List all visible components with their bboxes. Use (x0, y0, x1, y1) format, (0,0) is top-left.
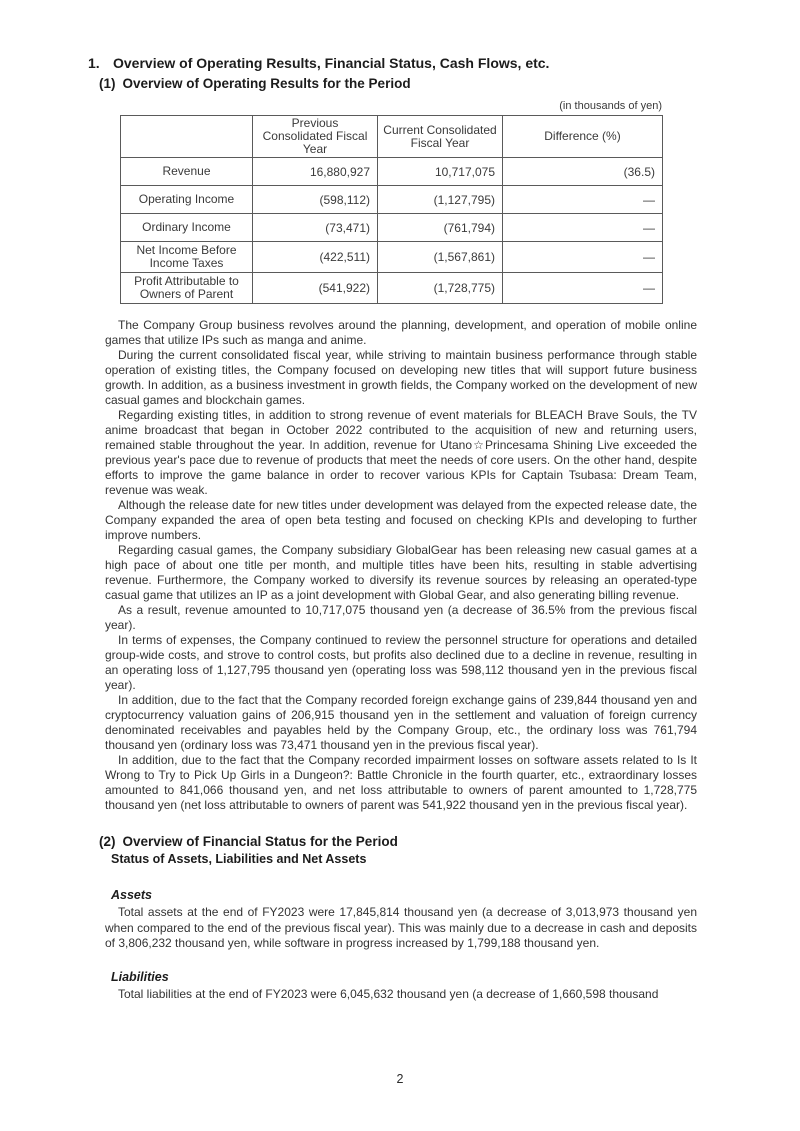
table-row (121, 186, 663, 214)
table-row (121, 242, 663, 273)
current-fy-value: (1,127,795) (378, 186, 503, 214)
page-number: 2 (396, 1072, 404, 1086)
body-paragraph: Regarding casual games, the Company subsidiary GlobalGear has been releasing new casual games at a high pace of about one title per month, and multiple titles have been hits, resulting in stable advertising revenue. Furthermore, the Company worked to diversify its revenue sources by releasing an operated-type casual game that utilizes an IP as a joint development with Global Gear, and also generating billing revenue. (105, 543, 697, 602)
row-label: Net Income Before Income Taxes (121, 242, 253, 273)
row-label: Ordinary Income (121, 214, 253, 242)
subsection-1-heading (99, 76, 800, 91)
difference-value: — (503, 273, 663, 304)
operating-results-body (105, 318, 697, 813)
section-1-heading (88, 55, 800, 71)
operating-results-table (120, 115, 663, 304)
column-header-previous-fy: Previous Consolidated Fiscal Year (253, 116, 378, 158)
body-paragraph: In addition, due to the fact that the Company recorded impairment losses on software assets related to Is It Wrong to Try to Pick Up Girls in a Dungeon?: Battle Chronicle in the fourth quarter, etc., extraordinary losses amounted to 841,066 thousand yen, and net loss attributable to owners of parent amounted to 1,728,775 thousand yen (net loss attributable to owners of parent was 541,922 thousand yen in the previous fiscal year). (105, 753, 697, 812)
body-paragraph: As a result, revenue amounted to 10,717,075 thousand yen (a decrease of 36.5% from the previous fiscal year). (105, 603, 697, 632)
previous-fy-value: (541,922) (253, 273, 378, 304)
body-paragraph: Although the release date for new titles under development was delayed from the expected release date, the Company expanded the area of open beta testing and focused on checking KPIs and developing to further improve numbers. (105, 498, 697, 542)
assets-paragraph: Total assets at the end of FY2023 were 17,845,814 thousand yen (a decrease of 3,013,973 thousand yen when compared to the end of the previous fiscal year). This was mainly due to a decrease in cash and deposits of 3,806,232 thousand yen, while software in progress increased by 1,799,188 thousand yen. (105, 905, 697, 950)
current-fy-value: 10,717,075 (378, 158, 503, 186)
column-header-blank (121, 116, 253, 158)
units-note: (in thousands of yen) (559, 100, 662, 112)
body-paragraph: The Company Group business revolves around the planning, development, and operation of mobile online games that utilize IPs such as manga and anime. (105, 318, 697, 347)
body-paragraph: In terms of expenses, the Company continued to review the personnel structure for operations and detailed group-wide costs, and strove to control costs, but profits also declined due to a decline in revenue, resulting in an operating loss of 1,127,795 thousand yen (operating loss was 598,112 thousand yen in the previous fiscal year). (105, 633, 697, 692)
current-fy-value: (1,567,861) (378, 242, 503, 273)
body-paragraph: During the current consolidated fiscal year, while striving to maintain business performance through stable operation of existing titles, the Company focused on developing new titles that will support future business growth. In addition, as a business investment in growth fields, the Company worked on the development of new casual games and blockchain games. (105, 348, 697, 407)
liabilities-paragraph: Total liabilities at the end of FY2023 were 6,045,632 thousand yen (a decrease of 1,660,598 thousand (118, 986, 659, 1001)
column-header-current-fy: Current Consolidated Fiscal Year (378, 116, 503, 158)
subsection-1-title: Overview of Operating Results for the Period (122, 76, 411, 91)
body-paragraph: Regarding existing titles, in addition to strong revenue of event materials for BLEACH Brave Souls, the TV anime broadcast that began in October 2022 contributed to the acquisition of new and returning users, remained stable throughout the year. In addition, revenue for Utano☆Princesama Shining Live exceeded the previous year's pace due to revenue of products that meet the needs of core users. On the other hand, despite efforts to improve the game balance in order to recover various KPIs for Captain Tsubasa: Dream Team, revenue was weak. (105, 408, 697, 497)
row-label: Revenue (121, 158, 253, 186)
current-fy-value: (761,794) (378, 214, 503, 242)
column-header-difference: Difference (%) (503, 116, 663, 158)
body-paragraph: In addition, due to the fact that the Company recorded foreign exchange gains of 239,844 thousand yen and cryptocurrency valuation gains of 206,915 thousand yen in the settlement and valuation of foreign currency denominated receivables and payables held by the Company Group, etc., the ordinary loss was 761,794 thousand yen (ordinary loss was 73,471 thousand yen in the previous fiscal year). (105, 693, 697, 752)
subsection-1-number: (1) (99, 76, 116, 91)
table-row (121, 273, 663, 304)
subsection-2-number: (2) (99, 834, 116, 849)
previous-fy-value: (598,112) (253, 186, 378, 214)
subsection-2-title: Overview of Financial Status for the Period (122, 834, 398, 849)
section-1-number: 1. (88, 55, 100, 71)
previous-fy-value: 16,880,927 (253, 158, 378, 186)
row-label: Profit Attributable to Owners of Parent (121, 273, 253, 304)
difference-value: — (503, 186, 663, 214)
difference-value: — (503, 242, 663, 273)
assets-heading: Assets (111, 888, 152, 902)
current-fy-value: (1,728,775) (378, 273, 503, 304)
liabilities-heading: Liabilities (111, 969, 169, 984)
table-header-row (121, 116, 663, 158)
previous-fy-value: (73,471) (253, 214, 378, 242)
table-row (121, 214, 663, 242)
liabilities-body (105, 987, 697, 1003)
assets-body (105, 905, 697, 952)
table-row (121, 158, 663, 186)
difference-value: (36.5) (503, 158, 663, 186)
previous-fy-value: (422,511) (253, 242, 378, 273)
section-1-title: Overview of Operating Results, Financial Status, Cash Flows, etc. (113, 55, 550, 71)
row-label: Operating Income (121, 186, 253, 214)
subsection-2-heading (99, 834, 800, 849)
financial-status-subheading: Status of Assets, Liabilities and Net Assets (111, 852, 367, 866)
difference-value: — (503, 214, 663, 242)
